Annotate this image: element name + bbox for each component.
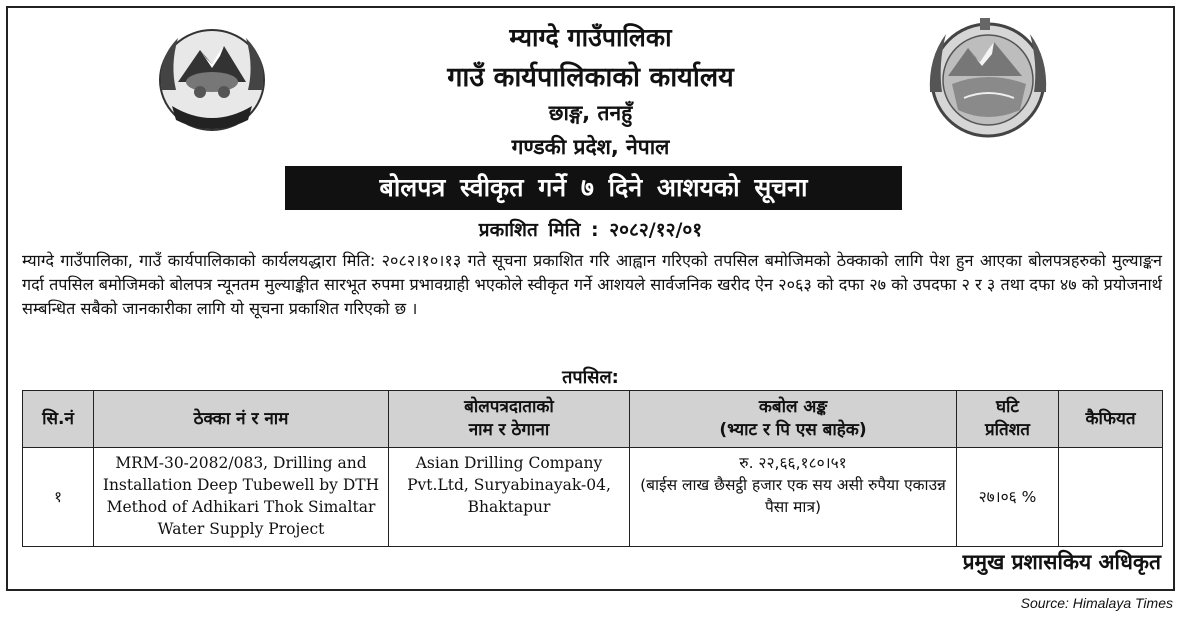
table-title: तपसिल: <box>562 367 619 388</box>
table-header-row <box>23 391 1163 448</box>
header-remarks: कैफियत <box>1059 391 1163 448</box>
header-bidder: बोलपत्रदाताको नाम र ठेगाना <box>389 391 630 448</box>
cell-serial-number: १ <box>23 448 94 547</box>
header-bid-amount: कबोल अङ्क (भ्याट र पि एस बाहेक) <box>630 391 957 448</box>
tender-table <box>22 390 1163 547</box>
office-address: छाङ्ग, तनहुँ <box>548 101 633 125</box>
office-name-line1: म्याग्दे गाउँपालिका <box>509 23 672 52</box>
table-row <box>23 448 1163 547</box>
cell-bid-amount <box>630 448 957 547</box>
header-less-percent: घटि प्रतिशत <box>957 391 1059 448</box>
bid-amount-words: (बाईस लाख छैसट्ठी हजार एक सय असी रुपैया एकाउन्न पैसा मात्र) <box>640 476 946 516</box>
bid-amount-figure: रु. २२,६६,१८०।५१ <box>739 454 847 472</box>
cell-contract: MRM-30-2082/083, Drilling and Installation Deep Tubewell by DTH Method of Adhikari Thok Simaltar Water Supply Project <box>94 448 389 547</box>
notice-body-paragraph: म्याग्दे गाउँपालिका, गाउँ कार्यपालिकाको कार्यलयद्धारा मिति: २०८२।१०।१३ गते सूचना प्रकाशित गरि आह्वान गरिएको तपसिल बमोजिमको ठेक्काको लागि पेश हुन आएका बोलपत्रहरुको मुल्याङ्कन गर्दा तपसिल बमोजिमको बोलपत्र न्यूनतम मुल्याङ्कीत सारभूत रुपमा प्रभावग्राही भएकोले स्वीकृत गर्ने आशयले सार्वजनिक खरीद ऐन २०६३ को दफा २७ को उपदफा २ र ३ तथा दफा ४७ को प्रयोजनार्थ सम्बन्धित सबैको जानकारीका लागि यो सूचना प्रकाशित गरिएको छ । <box>22 251 1162 318</box>
source-credit: Source: Himalaya Times <box>1020 595 1173 611</box>
notice-title-banner: बोलपत्र स्वीकृत गर्ने ७ दिने आशयको सूचना <box>285 166 902 210</box>
signatory-title: प्रमुख प्रशासकिय अधिकृत <box>962 550 1161 574</box>
office-province: गण्डकी प्रदेश, नेपाल <box>511 135 670 159</box>
cell-bidder: Asian Drilling Company Pvt.Ltd, Suryabinayak-04, Bhaktapur <box>389 448 630 547</box>
header-serial-number: सि.नं <box>23 391 94 448</box>
cell-remarks <box>1059 448 1163 547</box>
cell-less-percent: २७।०६ % <box>957 448 1059 547</box>
header-contract: ठेक्का नं र नाम <box>94 391 389 448</box>
published-date: प्रकाशित मिति : २०८२/१२/०१ <box>478 219 703 241</box>
office-name-line2: गाउँ कार्यपालिकाको कार्यालय <box>447 62 734 93</box>
